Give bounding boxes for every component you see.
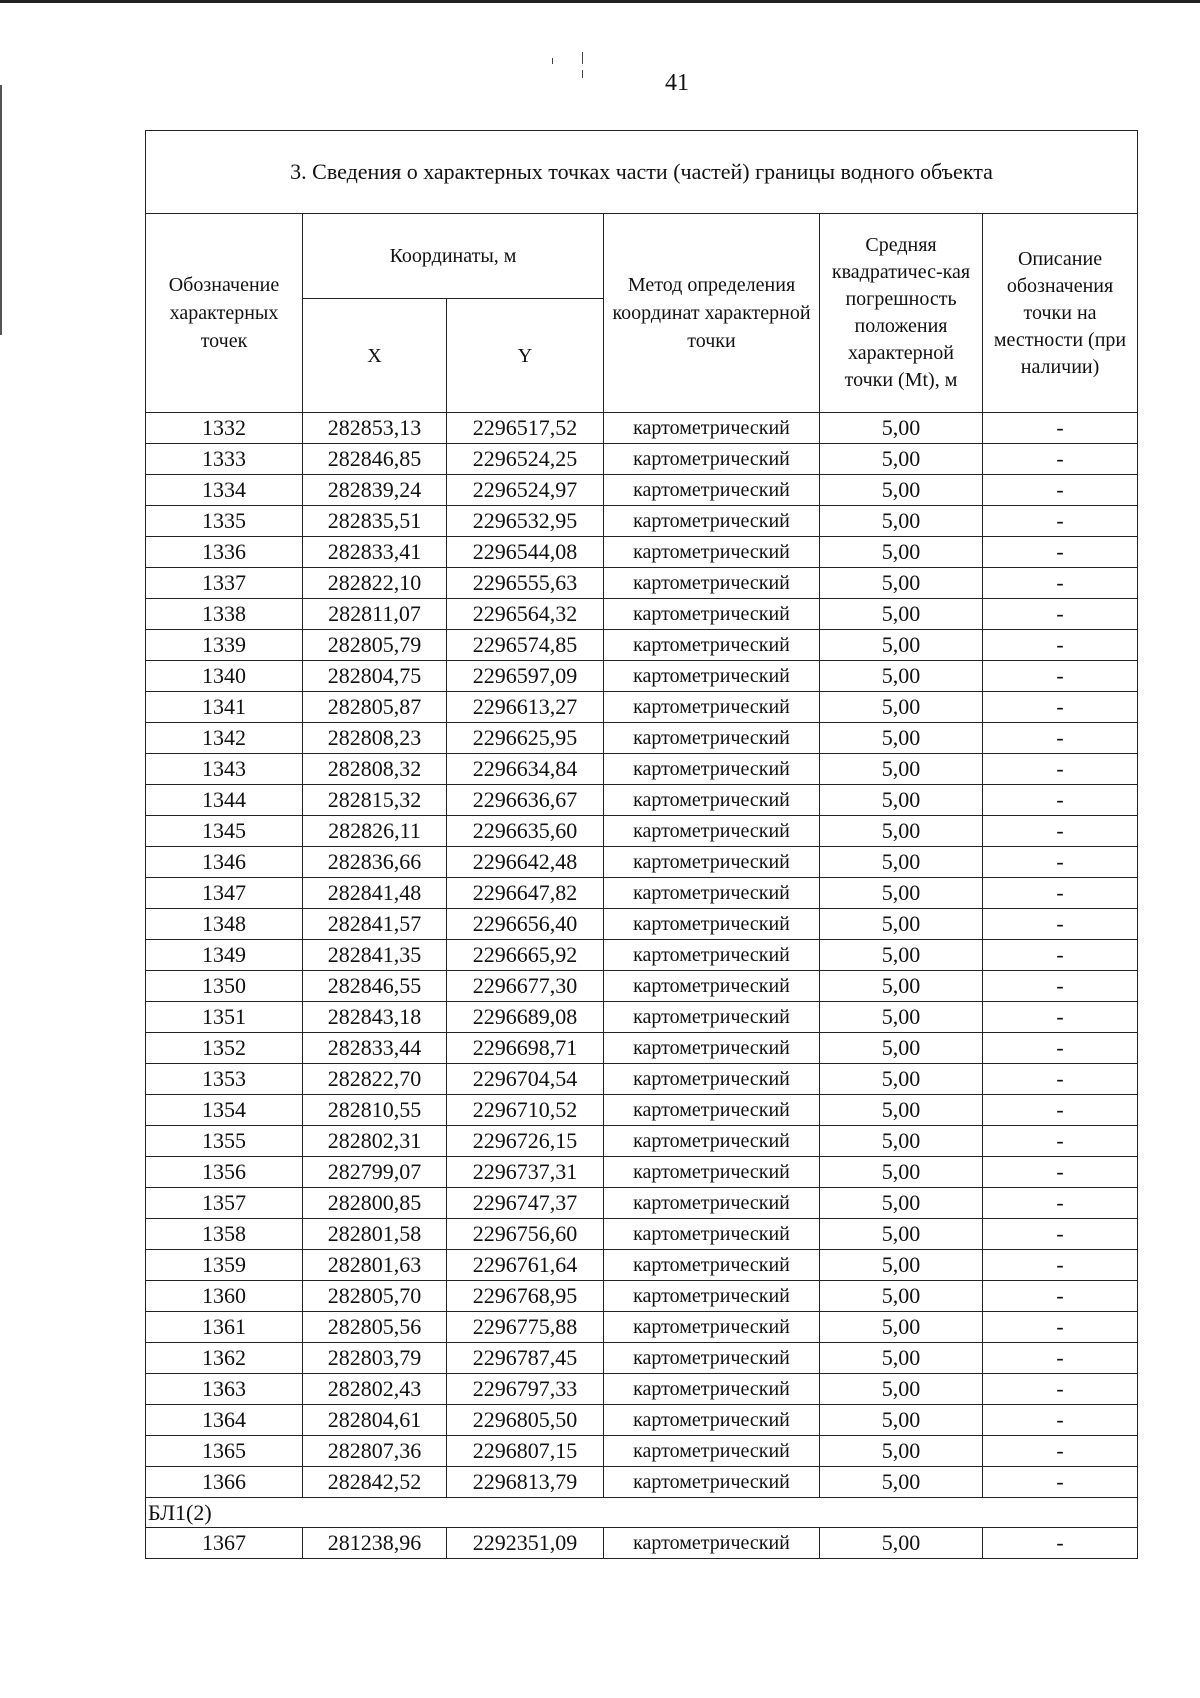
cell-method: картометрический xyxy=(604,630,820,661)
cell-method: картометрический xyxy=(604,785,820,816)
cell-y: 2296805,50 xyxy=(447,1405,604,1436)
cell-y: 2296737,31 xyxy=(447,1157,604,1188)
cell-description: - xyxy=(983,878,1138,909)
cell-x: 282833,41 xyxy=(303,537,447,568)
header-coordinates: Координаты, м xyxy=(303,214,604,299)
cell-method: картометрический xyxy=(604,1126,820,1157)
cell-accuracy: 5,00 xyxy=(820,1095,983,1126)
table-row xyxy=(146,1343,1138,1374)
cell-y: 2296797,33 xyxy=(447,1374,604,1405)
cell-description: - xyxy=(983,1157,1138,1188)
cell-y: 2296517,52 xyxy=(447,413,604,444)
cell-method: картометрический xyxy=(604,940,820,971)
cell-x: 282835,51 xyxy=(303,506,447,537)
table-row xyxy=(146,1126,1138,1157)
cell-x: 282805,70 xyxy=(303,1281,447,1312)
cell-x: 282841,57 xyxy=(303,909,447,940)
cell-x: 282803,79 xyxy=(303,1343,447,1374)
cell-description: - xyxy=(983,1126,1138,1157)
page-number: 41 xyxy=(665,70,689,96)
cell-accuracy: 5,00 xyxy=(820,661,983,692)
cell-point: 1345 xyxy=(146,816,303,847)
cell-description: - xyxy=(983,568,1138,599)
cell-description: - xyxy=(983,475,1138,506)
cell-y: 2296704,54 xyxy=(447,1064,604,1095)
cell-accuracy: 5,00 xyxy=(820,506,983,537)
cell-x: 282801,58 xyxy=(303,1219,447,1250)
cell-point: 1366 xyxy=(146,1467,303,1498)
cell-point: 1344 xyxy=(146,785,303,816)
table-row xyxy=(146,661,1138,692)
cell-y: 2296761,64 xyxy=(447,1250,604,1281)
cell-accuracy: 5,00 xyxy=(820,1188,983,1219)
cell-y: 2296698,71 xyxy=(447,1033,604,1064)
cell-description: - xyxy=(983,630,1138,661)
cell-accuracy: 5,00 xyxy=(820,1157,983,1188)
cell-description: - xyxy=(983,1528,1138,1559)
cell-method: картометрический xyxy=(604,1188,820,1219)
cell-method: картометрический xyxy=(604,599,820,630)
cell-y: 2296636,67 xyxy=(447,785,604,816)
cell-description: - xyxy=(983,971,1138,1002)
cell-x: 282804,75 xyxy=(303,661,447,692)
cell-description: - xyxy=(983,661,1138,692)
cell-point: 1334 xyxy=(146,475,303,506)
table-row xyxy=(146,878,1138,909)
cell-accuracy: 5,00 xyxy=(820,630,983,661)
table-row xyxy=(146,475,1138,506)
cell-accuracy: 5,00 xyxy=(820,878,983,909)
table-row xyxy=(146,909,1138,940)
table-row xyxy=(146,1528,1138,1559)
table-row xyxy=(146,754,1138,785)
cell-x: 282810,55 xyxy=(303,1095,447,1126)
cell-method: картометрический xyxy=(604,723,820,754)
table-row xyxy=(146,847,1138,878)
cell-accuracy: 5,00 xyxy=(820,1281,983,1312)
cell-accuracy: 5,00 xyxy=(820,1312,983,1343)
table-row xyxy=(146,1219,1138,1250)
characteristic-points-table xyxy=(145,130,1138,1559)
table-row xyxy=(146,723,1138,754)
cell-y: 2296665,92 xyxy=(447,940,604,971)
cell-point: 1346 xyxy=(146,847,303,878)
cell-point: 1342 xyxy=(146,723,303,754)
cell-method: картометрический xyxy=(604,1405,820,1436)
cell-point: 1354 xyxy=(146,1095,303,1126)
cell-y: 2292351,09 xyxy=(447,1528,604,1559)
cell-x: 282839,24 xyxy=(303,475,447,506)
cell-point: 1362 xyxy=(146,1343,303,1374)
cell-description: - xyxy=(983,1405,1138,1436)
cell-y: 2296524,97 xyxy=(447,475,604,506)
cell-method: картометрический xyxy=(604,1219,820,1250)
cell-point: 1349 xyxy=(146,940,303,971)
cell-description: - xyxy=(983,1374,1138,1405)
cell-accuracy: 5,00 xyxy=(820,816,983,847)
cell-point: 1363 xyxy=(146,1374,303,1405)
cell-description: - xyxy=(983,1095,1138,1126)
cell-x: 282808,23 xyxy=(303,723,447,754)
cell-y: 2296677,30 xyxy=(447,971,604,1002)
cell-accuracy: 5,00 xyxy=(820,909,983,940)
cell-point: 1333 xyxy=(146,444,303,475)
section-row xyxy=(146,1498,1138,1528)
header-y: Y xyxy=(447,299,604,413)
cell-description: - xyxy=(983,506,1138,537)
cell-accuracy: 5,00 xyxy=(820,568,983,599)
cell-method: картометрический xyxy=(604,754,820,785)
table-row xyxy=(146,1374,1138,1405)
cell-y: 2296656,40 xyxy=(447,909,604,940)
table-row xyxy=(146,1095,1138,1126)
cell-x: 282799,07 xyxy=(303,1157,447,1188)
table-row xyxy=(146,940,1138,971)
cell-accuracy: 5,00 xyxy=(820,537,983,568)
cell-accuracy: 5,00 xyxy=(820,723,983,754)
cell-description: - xyxy=(983,444,1138,475)
cell-y: 2296635,60 xyxy=(447,816,604,847)
cell-description: - xyxy=(983,1312,1138,1343)
cell-description: - xyxy=(983,1064,1138,1095)
cell-x: 282801,63 xyxy=(303,1250,447,1281)
cell-description: - xyxy=(983,1250,1138,1281)
cell-accuracy: 5,00 xyxy=(820,1467,983,1498)
cell-x: 282804,61 xyxy=(303,1405,447,1436)
cell-point: 1335 xyxy=(146,506,303,537)
cell-point: 1352 xyxy=(146,1033,303,1064)
cell-method: картометрический xyxy=(604,847,820,878)
cell-point: 1361 xyxy=(146,1312,303,1343)
cell-x: 282836,66 xyxy=(303,847,447,878)
table-row xyxy=(146,1002,1138,1033)
table-body xyxy=(146,413,1138,1559)
cell-y: 2296647,82 xyxy=(447,878,604,909)
cell-accuracy: 5,00 xyxy=(820,1374,983,1405)
cell-accuracy: 5,00 xyxy=(820,1405,983,1436)
header-method: Метод определения координат характерной точки xyxy=(604,214,820,413)
cell-method: картометрический xyxy=(604,1157,820,1188)
cell-description: - xyxy=(983,723,1138,754)
cell-x: 282833,44 xyxy=(303,1033,447,1064)
cell-point: 1341 xyxy=(146,692,303,723)
cell-accuracy: 5,00 xyxy=(820,413,983,444)
cell-accuracy: 5,00 xyxy=(820,940,983,971)
cell-accuracy: 5,00 xyxy=(820,1343,983,1374)
table-row xyxy=(146,816,1138,847)
table-row xyxy=(146,1436,1138,1467)
table-row xyxy=(146,568,1138,599)
cell-y: 2296768,95 xyxy=(447,1281,604,1312)
cell-description: - xyxy=(983,940,1138,971)
cell-method: картометрический xyxy=(604,1528,820,1559)
cell-accuracy: 5,00 xyxy=(820,785,983,816)
table-row xyxy=(146,599,1138,630)
cell-description: - xyxy=(983,1281,1138,1312)
cell-point: 1353 xyxy=(146,1064,303,1095)
cell-y: 2296756,60 xyxy=(447,1219,604,1250)
cell-point: 1337 xyxy=(146,568,303,599)
cell-y: 2296807,15 xyxy=(447,1436,604,1467)
cell-point: 1351 xyxy=(146,1002,303,1033)
cell-method: картометрический xyxy=(604,568,820,599)
cell-x: 282842,52 xyxy=(303,1467,447,1498)
table-row xyxy=(146,1281,1138,1312)
cell-method: картометрический xyxy=(604,1064,820,1095)
cell-x: 282826,11 xyxy=(303,816,447,847)
table-title: 3. Сведения о характерных точках части (частей) границы водного объекта xyxy=(146,131,1138,214)
cell-accuracy: 5,00 xyxy=(820,1033,983,1064)
cell-point: 1336 xyxy=(146,537,303,568)
cell-point: 1347 xyxy=(146,878,303,909)
cell-point: 1357 xyxy=(146,1188,303,1219)
cell-x: 282853,13 xyxy=(303,413,447,444)
cell-description: - xyxy=(983,599,1138,630)
cell-y: 2296710,52 xyxy=(447,1095,604,1126)
cell-y: 2296775,88 xyxy=(447,1312,604,1343)
cell-y: 2296747,37 xyxy=(447,1188,604,1219)
cell-point: 1355 xyxy=(146,1126,303,1157)
cell-method: картометрический xyxy=(604,1033,820,1064)
cell-description: - xyxy=(983,1343,1138,1374)
cell-description: - xyxy=(983,692,1138,723)
cell-description: - xyxy=(983,1219,1138,1250)
scan-left-edge xyxy=(0,85,2,335)
table-row xyxy=(146,1312,1138,1343)
table-row xyxy=(146,692,1138,723)
cell-description: - xyxy=(983,1188,1138,1219)
cell-point: 1365 xyxy=(146,1436,303,1467)
cell-method: картометрический xyxy=(604,537,820,568)
header-x: X xyxy=(303,299,447,413)
cell-accuracy: 5,00 xyxy=(820,847,983,878)
cell-description: - xyxy=(983,413,1138,444)
cell-method: картометрический xyxy=(604,444,820,475)
cell-method: картометрический xyxy=(604,1281,820,1312)
cell-accuracy: 5,00 xyxy=(820,1436,983,1467)
cell-y: 2296689,08 xyxy=(447,1002,604,1033)
cell-x: 282805,87 xyxy=(303,692,447,723)
cell-method: картометрический xyxy=(604,971,820,1002)
cell-point: 1364 xyxy=(146,1405,303,1436)
cell-accuracy: 5,00 xyxy=(820,444,983,475)
cell-method: картометрический xyxy=(604,413,820,444)
cell-y: 2296813,79 xyxy=(447,1467,604,1498)
cell-point: 1338 xyxy=(146,599,303,630)
cell-y: 2296564,32 xyxy=(447,599,604,630)
cell-x: 282805,79 xyxy=(303,630,447,661)
cell-description: - xyxy=(983,816,1138,847)
cell-x: 281238,96 xyxy=(303,1528,447,1559)
cell-point: 1359 xyxy=(146,1250,303,1281)
cell-accuracy: 5,00 xyxy=(820,1126,983,1157)
cell-method: картометрический xyxy=(604,661,820,692)
cell-x: 282822,10 xyxy=(303,568,447,599)
cell-point: 1350 xyxy=(146,971,303,1002)
cell-x: 282811,07 xyxy=(303,599,447,630)
cell-accuracy: 5,00 xyxy=(820,1002,983,1033)
cell-accuracy: 5,00 xyxy=(820,1064,983,1095)
table-row xyxy=(146,971,1138,1002)
cell-x: 282807,36 xyxy=(303,1436,447,1467)
cell-point: 1340 xyxy=(146,661,303,692)
cell-method: картометрический xyxy=(604,816,820,847)
cell-point: 1339 xyxy=(146,630,303,661)
cell-method: картометрический xyxy=(604,475,820,506)
cell-x: 282841,35 xyxy=(303,940,447,971)
cell-description: - xyxy=(983,1467,1138,1498)
cell-description: - xyxy=(983,785,1138,816)
cell-point: 1367 xyxy=(146,1528,303,1559)
cell-method: картометрический xyxy=(604,506,820,537)
cell-y: 2296555,63 xyxy=(447,568,604,599)
table-row xyxy=(146,1250,1138,1281)
cell-accuracy: 5,00 xyxy=(820,754,983,785)
scan-top-edge xyxy=(0,0,1200,3)
cell-x: 282805,56 xyxy=(303,1312,447,1343)
cell-x: 282846,55 xyxy=(303,971,447,1002)
cell-y: 2296544,08 xyxy=(447,537,604,568)
table-row xyxy=(146,1157,1138,1188)
cell-y: 2296524,25 xyxy=(447,444,604,475)
scan-mark xyxy=(552,58,553,64)
cell-point: 1356 xyxy=(146,1157,303,1188)
cell-method: картометрический xyxy=(604,1312,820,1343)
cell-y: 2296574,85 xyxy=(447,630,604,661)
table-row xyxy=(146,537,1138,568)
cell-point: 1358 xyxy=(146,1219,303,1250)
cell-x: 282822,70 xyxy=(303,1064,447,1095)
cell-x: 282846,85 xyxy=(303,444,447,475)
cell-method: картометрический xyxy=(604,909,820,940)
cell-method: картометрический xyxy=(604,1002,820,1033)
cell-y: 2296597,09 xyxy=(447,661,604,692)
cell-y: 2296613,27 xyxy=(447,692,604,723)
cell-description: - xyxy=(983,754,1138,785)
cell-accuracy: 5,00 xyxy=(820,475,983,506)
scan-mark xyxy=(582,70,583,78)
cell-y: 2296625,95 xyxy=(447,723,604,754)
cell-point: 1332 xyxy=(146,413,303,444)
header-description: Описание обозначения точки на местности (при наличии) xyxy=(983,214,1138,413)
cell-accuracy: 5,00 xyxy=(820,1219,983,1250)
cell-method: картометрический xyxy=(604,1343,820,1374)
cell-y: 2296532,95 xyxy=(447,506,604,537)
cell-method: картометрический xyxy=(604,1436,820,1467)
cell-method: картометрический xyxy=(604,1374,820,1405)
cell-description: - xyxy=(983,1436,1138,1467)
cell-y: 2296787,45 xyxy=(447,1343,604,1374)
header-designation: Обозначение характерных точек xyxy=(146,214,303,413)
table-row xyxy=(146,1033,1138,1064)
cell-accuracy: 5,00 xyxy=(820,692,983,723)
cell-description: - xyxy=(983,537,1138,568)
cell-accuracy: 5,00 xyxy=(820,971,983,1002)
cell-x: 282808,32 xyxy=(303,754,447,785)
table-row xyxy=(146,1064,1138,1095)
cell-point: 1348 xyxy=(146,909,303,940)
scan-mark xyxy=(582,52,583,64)
cell-method: картометрический xyxy=(604,1095,820,1126)
cell-x: 282802,31 xyxy=(303,1126,447,1157)
cell-point: 1360 xyxy=(146,1281,303,1312)
cell-accuracy: 5,00 xyxy=(820,1250,983,1281)
cell-method: картометрический xyxy=(604,878,820,909)
table-row xyxy=(146,413,1138,444)
cell-x: 282800,85 xyxy=(303,1188,447,1219)
table-row xyxy=(146,1188,1138,1219)
cell-y: 2296634,84 xyxy=(447,754,604,785)
cell-x: 282802,43 xyxy=(303,1374,447,1405)
cell-x: 282841,48 xyxy=(303,878,447,909)
cell-accuracy: 5,00 xyxy=(820,599,983,630)
cell-x: 282815,32 xyxy=(303,785,447,816)
section-label: БЛ1(2) xyxy=(146,1498,1138,1528)
cell-accuracy: 5,00 xyxy=(820,1528,983,1559)
table-row xyxy=(146,1467,1138,1498)
table-row xyxy=(146,785,1138,816)
header-accuracy: Средняя квадратичес-кая погрешность положения характерной точки (Mt), м xyxy=(820,214,983,413)
cell-description: - xyxy=(983,1033,1138,1064)
table-row xyxy=(146,630,1138,661)
cell-description: - xyxy=(983,1002,1138,1033)
cell-point: 1343 xyxy=(146,754,303,785)
table-row xyxy=(146,1405,1138,1436)
table-row xyxy=(146,444,1138,475)
table-row xyxy=(146,506,1138,537)
cell-method: картометрический xyxy=(604,1467,820,1498)
cell-y: 2296726,15 xyxy=(447,1126,604,1157)
cell-x: 282843,18 xyxy=(303,1002,447,1033)
cell-description: - xyxy=(983,909,1138,940)
cell-method: картометрический xyxy=(604,692,820,723)
cell-description: - xyxy=(983,847,1138,878)
cell-y: 2296642,48 xyxy=(447,847,604,878)
cell-method: картометрический xyxy=(604,1250,820,1281)
